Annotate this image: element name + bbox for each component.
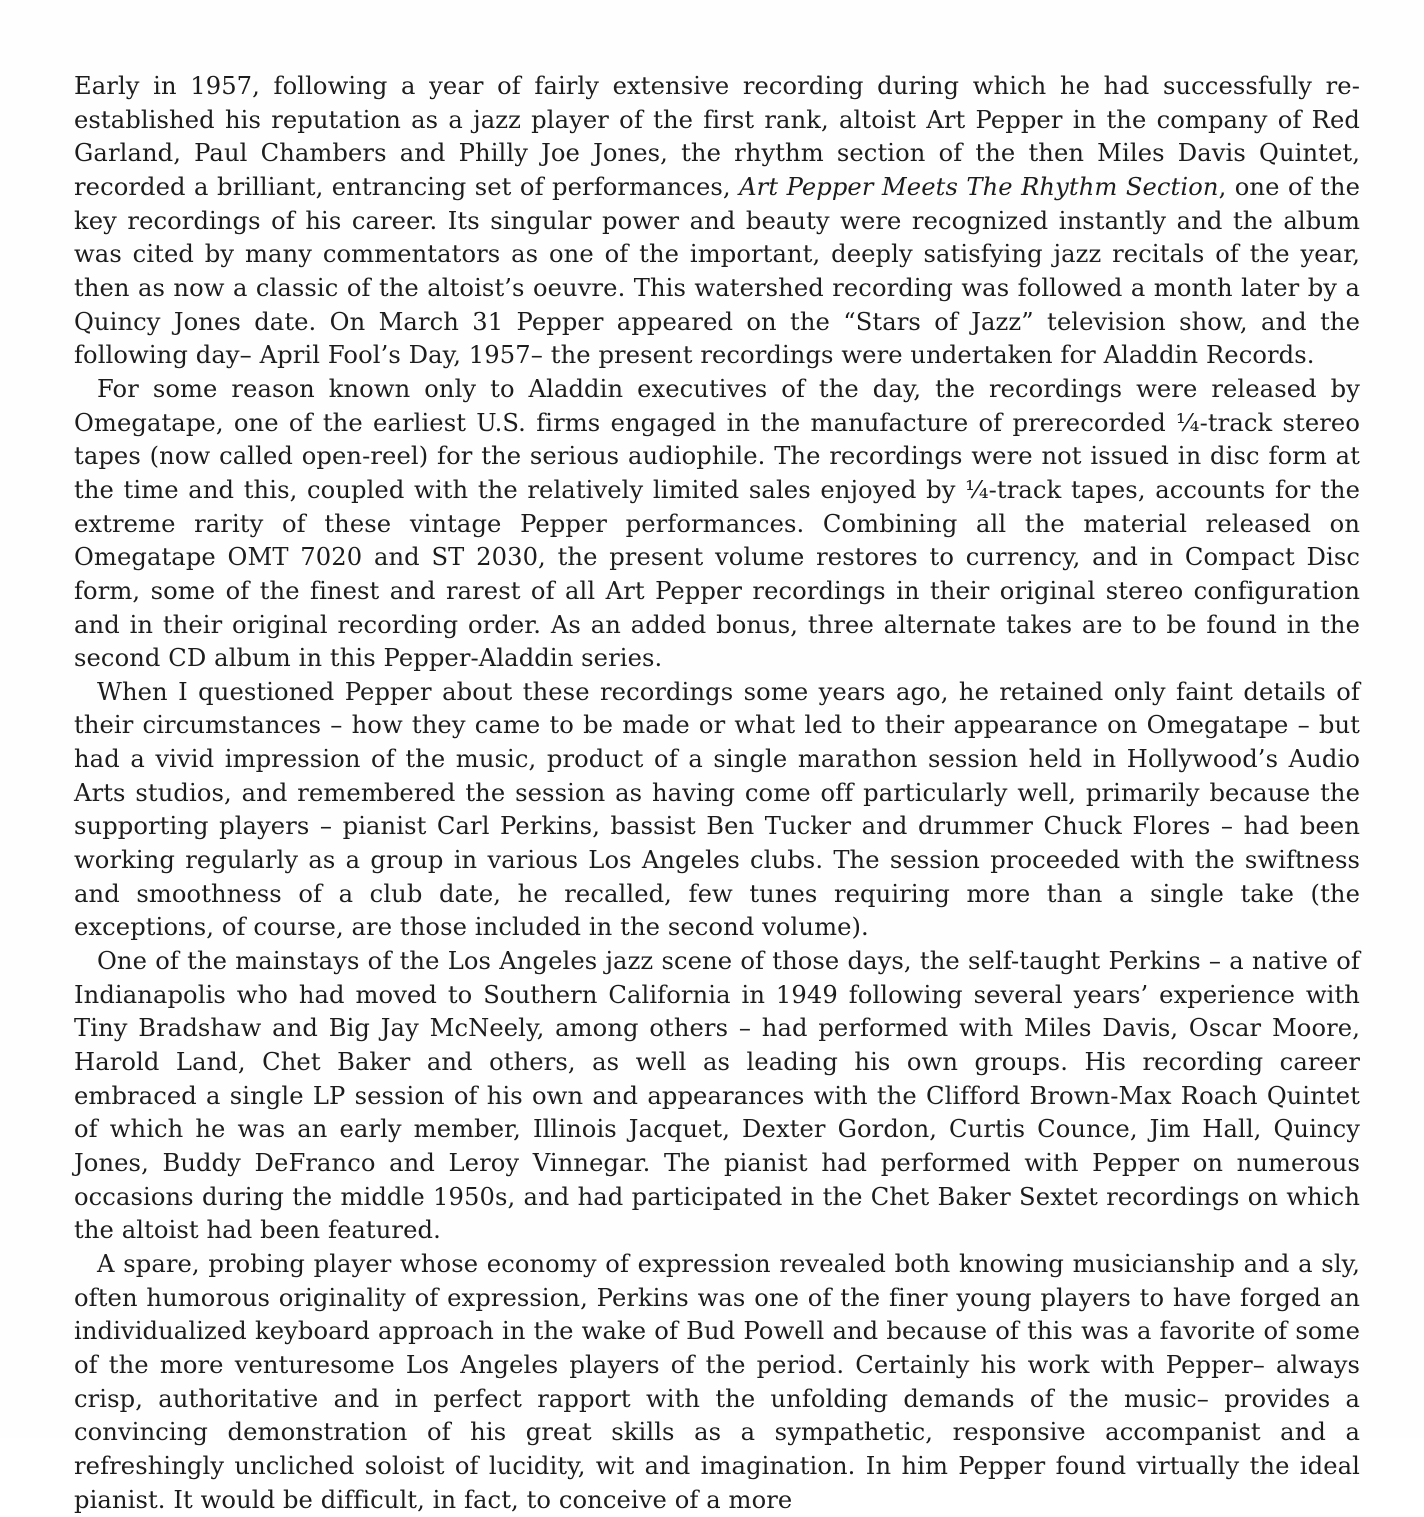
intro-text-end: , one of the key recordings of his career. Its singular power and beauty were recognized instantly and the album was cited by many commentators as one of the important, deeply satisfying jazz recitals of the year, then as now a classic of the altoist’s oeuvre. This watershed recording was followed a month later by a Quincy Jones date. On March 31 Pepper appeared on the “Stars of Jazz” television show, and the following day– April Fool’s Day, 1957– the present recordings were undertaken for Aladdin Records. bbox=[74, 172, 1360, 370]
paragraph-perkins-background: One of the mainstays of the Los Angeles jazz scene of those days, the self-taught Perkins – a native of Indianapolis who had moved to Southern California in 1949 following several years’ experience with Tiny Bradshaw and Big Jay McNeely, among others – had performed with Miles Davis, Oscar Moore, Harold Land, Chet Baker and others, as well as leading his own groups. His recording career embraced a single LP session of his own and appearances with the Clifford Brown-Max Roach Quintet of which he was an early member, Illinois Jacquet, Dexter Gordon, Curtis Counce, Jim Hall, Quincy Jones, Buddy DeFranco and Leroy Vinnegar. The pianist had performed with Pepper on numerous occasions during the middle 1950s, and had participated in the Chet Baker Sextet recordings on which the altoist had been featured. bbox=[74, 947, 1360, 1245]
paragraph-perkins-style: A spare, probing player whose economy of expression revealed both knowing musicianship and a sly, often humorous originality of expression, Perkins was one of the finer young players to have forged an individualized keyboard approach in the wake of Bud Powell and because of this was a favorite of some of the more venturesome Los Angeles players of the period. Certainly his work with Pepper– always crisp, authoritative and in perfect rapport with the unfolding demands of the music– provides a convincing demonstration of his great skills as a sympathetic, responsive accompanist and a refreshingly uncliched soloist of lucidity, wit and imagination. In him Pepper found virtually the ideal pianist. It would be difficult, in fact, to conceive of a more bbox=[74, 1249, 1360, 1514]
liner-notes-text bbox=[74, 70, 1360, 1517]
paragraph-session-memory: When I questioned Pepper about these recordings some years ago, he retained only faint details of their circumstances – how they came to be made or what led to their appearance on Omegatape – but had a vivid impression of the music, product of a single marathon session held in Hollywood’s Audio Arts studios, and remembered the session as having come off particularly well, primarily because the supporting players – pianist Carl Perkins, bassist Ben Tucker and drummer Chuck Flores – had been working regularly as a group in various Los Angeles clubs. The session proceeded with the swiftness and smoothness of a club date, he recalled, few tunes requiring more than a single take (the exceptions, of course, are those included in the second volume). bbox=[74, 677, 1360, 942]
album-title-italic: Art Pepper Meets The Rhythm Section bbox=[739, 172, 1219, 201]
paragraph-omegatape: For some reason known only to Aladdin executives of the day, the recordings were released by Omegatape, one of the earliest U.S. firms engaged in the manufacture of prerecorded ¼-track stereo tapes (now called open-reel) for the serious audiophile. The recordings were not issued in disc form at the time and this, coupled with the relatively limited sales enjoyed by ¼-track tapes, accounts for the extreme rarity of these vintage Pepper performances. Combining all the material released on Omegatape OMT 7020 and ST 2030, the present volume restores to currency, and in Compact Disc form, some of the finest and rarest of all Art Pepper recordings in their original stereo configuration and in their original recording order. As an added bonus, three alternate takes are to be found in the second CD album in this Pepper-Aladdin series. bbox=[74, 374, 1360, 673]
intro-text-start: Early in 1957, following a year of fairly extensive recording during which he had successfully re-established his reputation as a jazz player of the first rank, altoist Art Pepper in the company of Red Garland, Paul Chambers and Philly Joe Jones, the rhythm section of the then Miles Davis Quintet, recorded a brilliant, entrancing set of performances, bbox=[74, 72, 1360, 201]
paragraph-intro bbox=[74, 70, 1360, 373]
